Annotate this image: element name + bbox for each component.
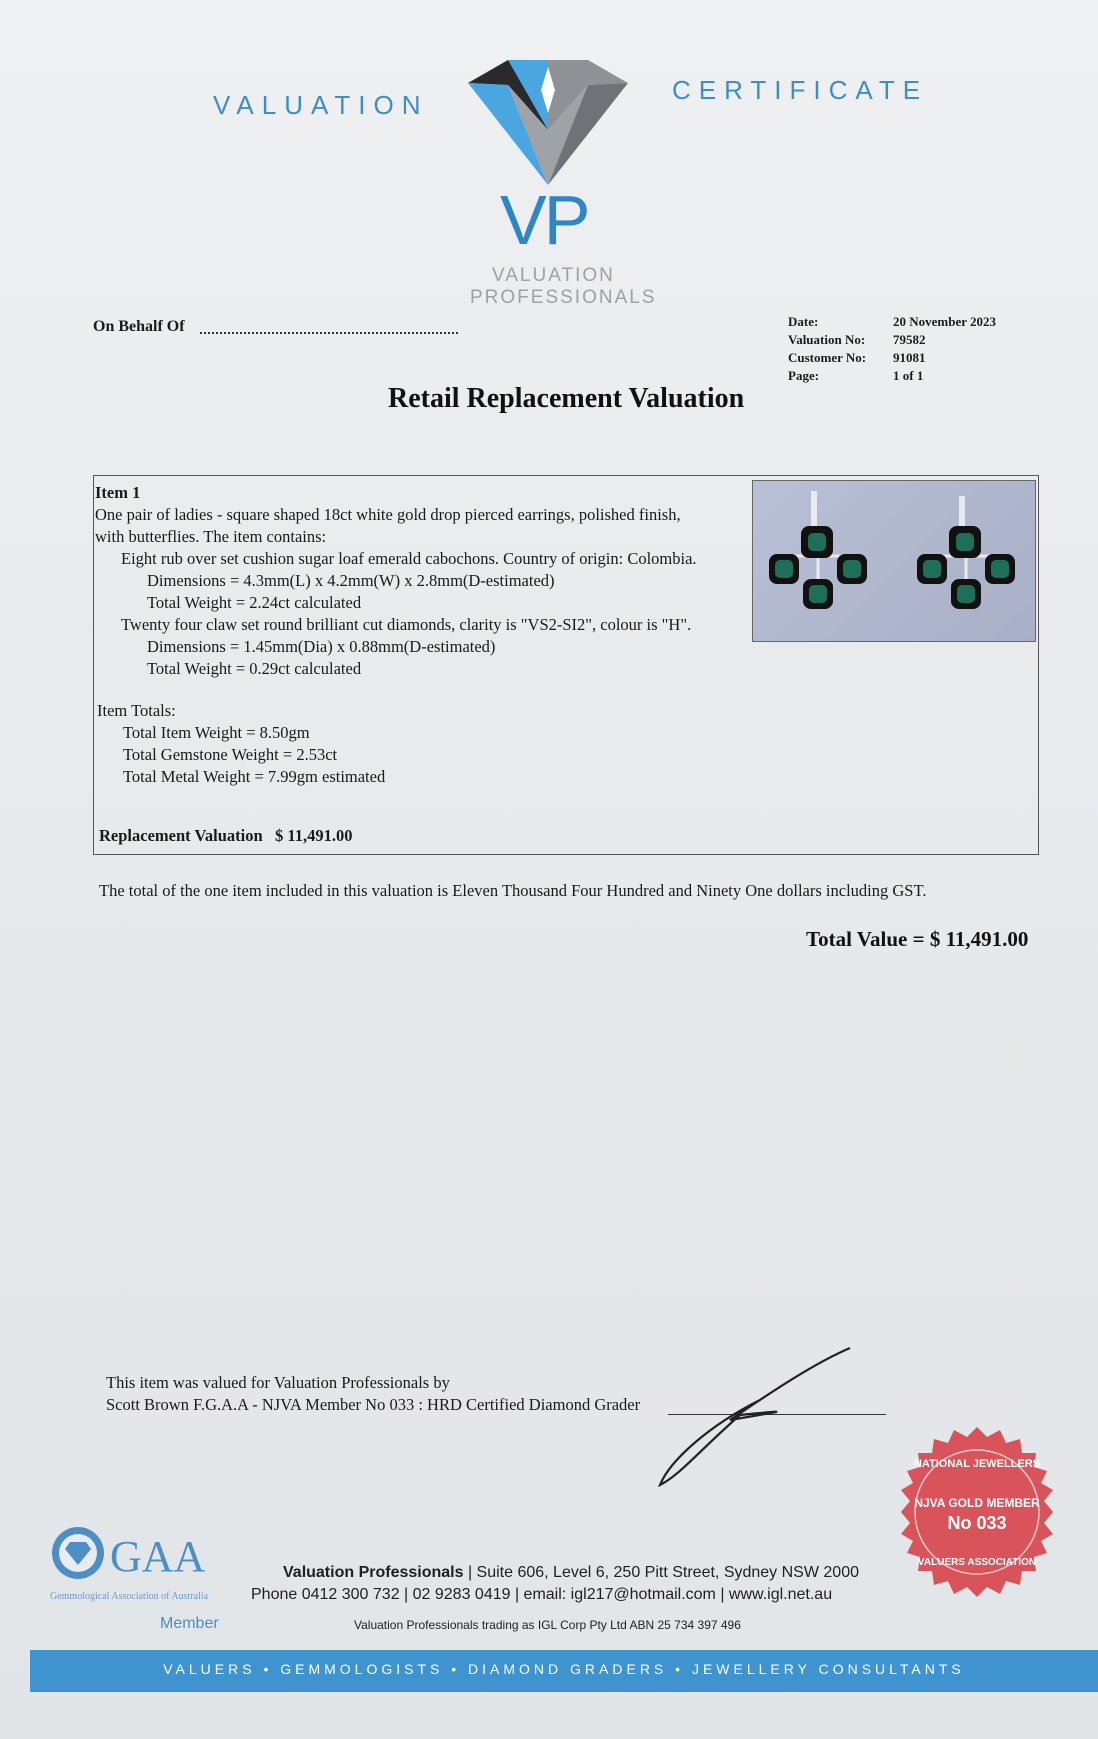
meta-block [788, 313, 996, 385]
total-item-weight: Total Item Weight = 8.50gm [123, 723, 310, 742]
valued-by [106, 1372, 640, 1416]
seal-top-text: NATIONAL JEWELLERS [913, 1458, 1041, 1470]
valued-by-line2: Scott Brown F.G.A.A - NJVA Member No 033 : HRD Certified Diamond Grader [106, 1395, 641, 1414]
diamond-dimensions: Dimensions = 1.45mm(Dia) x 0.88mm(D-estimated) [147, 637, 496, 656]
item-desc-line1: One pair of ladies - square shaped 18ct white gold drop pierced earrings, polished finish, [95, 505, 681, 524]
meta-row-page: Page: 1 of 1 [788, 368, 924, 383]
diamond-line: Twenty four claw set round brilliant cut diamonds, clarity is "VS2-SI2", colour is "H". [121, 615, 692, 634]
seal-number: No 033 [947, 1513, 1007, 1533]
footer-address [283, 1564, 859, 1582]
item-totals-heading: Item Totals: [97, 701, 176, 720]
meta-row-customer-no: Customer No: 91081 [788, 350, 926, 365]
valued-by-line1: This item was valued for Valuation Professionals by [106, 1373, 450, 1392]
item-description [95, 482, 745, 680]
footer-band-text: VALUERS • GEMMOLOGISTS • DIAMOND GRADERS • JEWELLERY CONSULTANTS [163, 1661, 965, 1677]
signature-mark [640, 1340, 870, 1490]
replacement-valuation: Replacement Valuation $ 11,491.00 [99, 826, 353, 845]
logo-subtitle-professionals: PROFESSIONALS [470, 287, 657, 308]
on-behalf-label: On Behalf Of [93, 318, 185, 335]
gaa-member-label: Member [160, 1615, 219, 1632]
diamond-logo-icon [448, 55, 648, 185]
emerald-weight: Total Weight = 2.24ct calculated [147, 593, 362, 612]
gaa-logo [50, 1525, 230, 1605]
header-valuation-word: VALUATION [213, 90, 429, 120]
logo-subtitle-valuation: VALUATION [492, 265, 615, 286]
total-gemstone-weight: Total Gemstone Weight = 2.53ct [123, 745, 338, 764]
header-certificate-word: CERTIFICATE [672, 75, 929, 105]
total-sentence: The total of the one item included in this valuation is Eleven Thousand Four Hundred and Ninety One dollars including GST. [99, 881, 927, 900]
emerald-dimensions: Dimensions = 4.3mm(L) x 4.2mm(W) x 2.8mm(D-estimated) [147, 571, 555, 590]
on-behalf-dotted-line [200, 332, 458, 334]
item-totals [97, 700, 385, 788]
item-desc-line2: with butterflies. The item contains: [95, 527, 327, 546]
meta-row-valuation-no: Valuation No: 79582 [788, 332, 926, 347]
diamond-weight: Total Weight = 0.29ct calculated [147, 659, 362, 678]
gaa-subtitle: Gemmological Association of Australia [50, 1591, 209, 1602]
document-title: Retail Replacement Valuation [388, 383, 745, 414]
gaa-letters: GAA [110, 1532, 206, 1581]
njva-seal-icon [890, 1425, 1065, 1600]
footer-contact: Phone 0412 300 732 | 02 9283 0419 | email: igl217@hotmail.com | www.igl.net.au [251, 1586, 833, 1603]
total-metal-weight: Total Metal Weight = 7.99gm estimated [123, 767, 386, 786]
footer-trading: Valuation Professionals trading as IGL Corp Pty Ltd ABN 25 734 397 496 [354, 1618, 741, 1632]
footer-band [30, 1650, 1098, 1692]
seal-bottom-text: VALUERS ASSOCIATION [917, 1557, 1037, 1568]
vp-logo-letters: VP [500, 181, 588, 259]
footer-address-text: | Suite 606, Level 6, 250 Pitt Street, Sydney NSW 2000 [463, 1564, 859, 1581]
footer-company: Valuation Professionals [283, 1564, 464, 1581]
seal-mid-text: NJVA GOLD MEMBER [914, 1496, 1040, 1510]
total-value: Total Value = $ 11,491.00 [806, 927, 1029, 951]
meta-row-date: Date: 20 November 2023 [788, 314, 997, 329]
emerald-line: Eight rub over set cushion sugar loaf emerald cabochons. Country of origin: Colombia. [121, 549, 697, 568]
item-heading: Item 1 [95, 483, 141, 502]
earrings-photo [752, 480, 1036, 642]
